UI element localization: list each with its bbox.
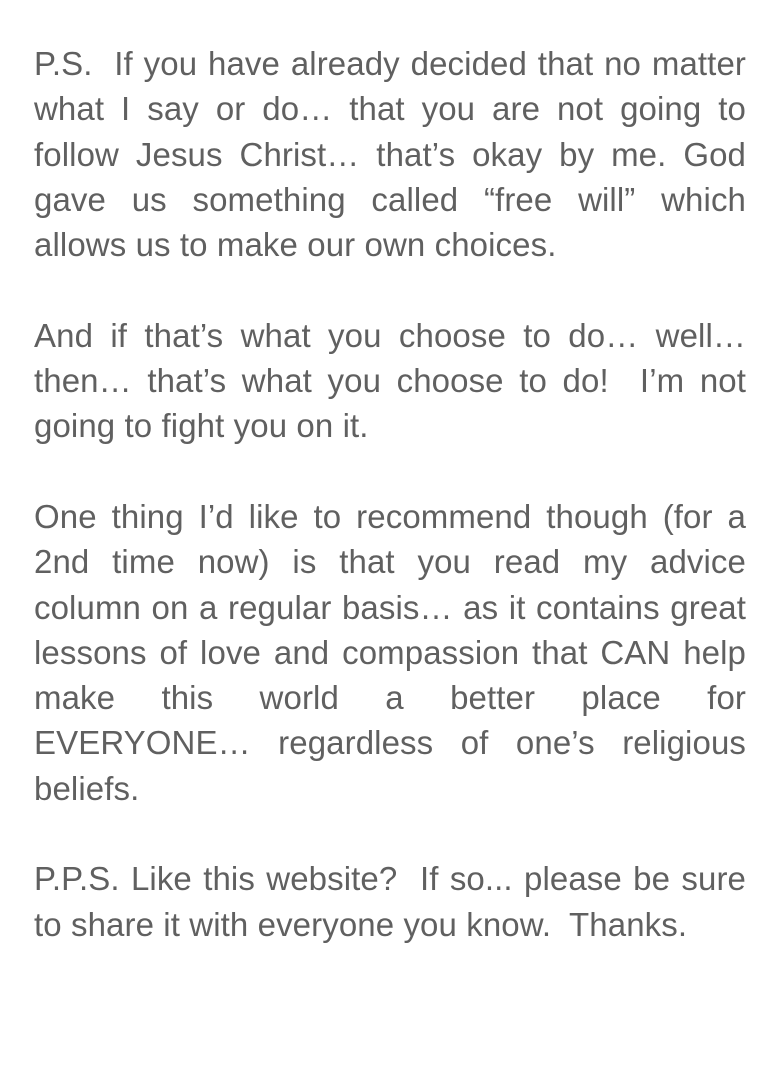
paragraph-pps: P.P.S. Like this website? If so... please be sure to share it with everyone you know. Thanks.: [34, 860, 756, 943]
paragraph-ps: P.S. If you have already decided that no matter what I say or do… that you are not going to follow Jesus Christ… that’s okay by me. God gave us something called “free will” which allows us to make our own choices.: [34, 45, 756, 264]
paragraph-choice: And if that’s what you choose to do… well… then… that’s what you choose to do! I’m not going to fight you on it.: [34, 316, 756, 445]
paragraph-recommendation: One thing I’d like to recommend though (for a 2nd time now) is that you read my advice column on a regular basis… as it contains great lessons of love and compassion that CAN help make this world a better place for EVERYONE… regardless of one’s religious beliefs.: [34, 497, 756, 807]
document-page: [34, 41, 756, 947]
